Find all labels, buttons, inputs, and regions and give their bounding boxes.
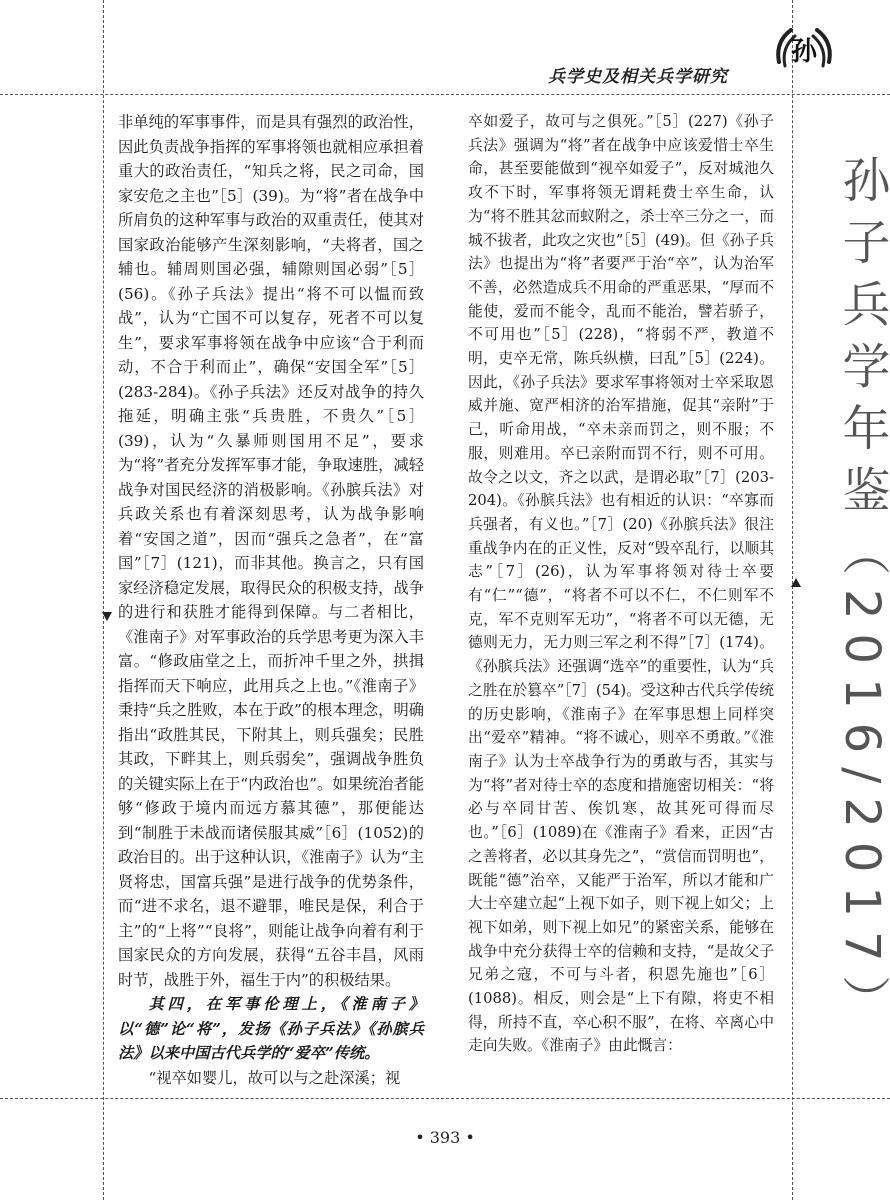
logo-glyph: 孙	[790, 37, 818, 67]
footer-divider-line	[0, 1098, 890, 1099]
side-title: 孙子兵学年鉴（2016/2017）	[834, 155, 890, 1038]
page-number: • 393 •	[415, 1128, 475, 1147]
text-column-left	[118, 110, 424, 1090]
running-header: 兵学史及相关兵学研究	[548, 67, 728, 87]
left-margin-line	[103, 0, 104, 1200]
text-column-right	[468, 110, 774, 1058]
arrow-up-icon	[791, 578, 801, 587]
paragraph: “视卒如婴儿，故可以与之赴深溪；视	[148, 1068, 401, 1087]
arrow-down-icon	[102, 612, 112, 621]
paragraph: 卒如爱子，故可与之俱死。”［5］(227)《孙子兵法》强调为“将”者在战争中应该爱惜士卒生命，甚至要能做到“视卒如爱子”，反对城池久攻不下时，军事将领无谓耗费士卒生命，认为“将不胜其忿而蚁附之，杀士卒三分之一，而城不拔者，此攻之灾也”［5］(49)。但《孙子兵法》也提出为“将”者要严于治“卒”，认为治军不善，必然造成兵不用命的严重恶果，“厚而不能使，爱而不能令，乱而不能治，譬若骄子，不可用也”［5］(228)，“将弱不严，教道不明，吏卒无常，陈兵纵横，曰乱”［5］(224)。因此，《孙子兵法》要求军事将领对士卒采取恩威并施、宽严相济的治军措施，促其“亲附”于己，听命用战，“卒未亲而罚之，则不服；不服，则难用。卒已亲附而罚不行，则不可用。故令之以文，齐之以武，是谓必取”［7］(203-204)。《孙膑兵法》也有相近的认识：“卒寡而兵强者，有义也。”［7］(20)《孙膑兵法》很注重战争内在的正义性，反对“毁卒乱行，以顺其志”［7］(26)，认为军事将领对待士卒要有“仁”“德”，“将者不可以不仁，不仁则军不克，军不克则军无功”，“将者不可以无德，无德则无力，无力则三军之利不得”［7］(174)。《孙膑兵法》还强调“选卒”的重要性，认为“兵之胜在於篡卒”［7］(54)。受这种古代兵学传统的历史影响，《淮南子》在军事思想上同样突出“爱卒”精神。“将不诚心，则卒不勇敢。”《淮南子》认为士卒战争行为的勇敢与否，其实与为“将”者对待士卒的态度和措施密切相关：“将必与卒同甘苦、俟饥寒，故其死可得而尽也。”［6］(1089)在《淮南子》看来，正因“古之善将者，必以其身先之”，“赏信而罚明也”，既能“德”治卒，又能严于治军，所以才能和广大士卒建立起“上视下如子，则下视上如父；上视下如弟，则下视上如兄”的紧密关系，能够在战争中充分获得士卒的信赖和支持，“是故父子兄弟之寇，不可与斗者，积恩先施也”［6］(1088)。相反，则会是“上下有隙，将吏不相得，所持不直，卒心积不服”，在将、卒离心中走向失败。《淮南子》由此慨言：	[468, 113, 774, 1055]
paragraph: 非单纯的军事事件，而是具有强烈的政治性，因此负责战争指挥的军事将领也就相应承担着重大的政治责任，“知兵之将，民之司命，国家安危之主也”［5］(39)。为“将”者在战争中所肩负的这种军事与政治的双重责任，使其对国家政治能够产生深刻影响，“夫将者，国之辅也。辅周则国必强，辅隙则国必弱”［5］(56)。《孙子兵法》提出“将不可以愠而致战”，认为“亡国不可以复存，死者不可以复生”，要求军事将领在战争中应该“合于利而动，不合于利而止”，确保“安国全军”［5］(283-284)。《孙子兵法》还反对战争的持久拖延，明确主张“兵贵胜，不贵久”［5］(39)，认为“久暴师则国用不足”，要求为“将”者充分发挥军事才能，争取速胜，减轻战争对国民经济的消极影响。《孙膑兵法》对兵政关系也有着深刻思考，认为战争影响着“安国之道”，因而“强兵之急者”，在“富国”［7］(121)，而非其他。换言之，只有国家经济稳定发展，取得民众的积极支持，战争的进行和获胜才能得到保障。与二者相比，《淮南子》对军事政治的兵学思考更为深入丰富。“修政庙堂之上，而折冲千里之外，拱揖指挥而天下响应，此用兵之上也。”《淮南子》秉持“兵之胜败，本在于政”的根本理念，明确指出“政胜其民，下附其上，则兵强矣；民胜其政，下畔其上，则兵弱矣”，强调战争胜负的关键实际上在于“内政治也”。如果统治者能够“修政于境内而远方慕其德”，那便能达到“制胜于未战而诸侯服其威”［6］(1052)的政治目的。出于这种认识，《淮南子》认为“主贤将忠，国富兵强”是进行战争的优势条件，而“进不求名，退不避罪，唯民是保，利合于主”的“上将”“良将”，则能让战争向着有利于国家民众的方向发展，获得“五谷丰昌，风雨时节，战胜于外，福生于内”的积极结果。	[118, 113, 424, 989]
right-margin-line	[792, 0, 793, 1200]
yearbook-logo-icon	[773, 22, 835, 74]
section-heading-paragraph: 其四，在军事伦理上，《淮南子》以“德”论“将”，发扬《孙子兵法》《孙膑兵法》以来中国古代兵学的“爱卒”传统。	[118, 995, 424, 1062]
header-divider-line	[0, 94, 890, 95]
